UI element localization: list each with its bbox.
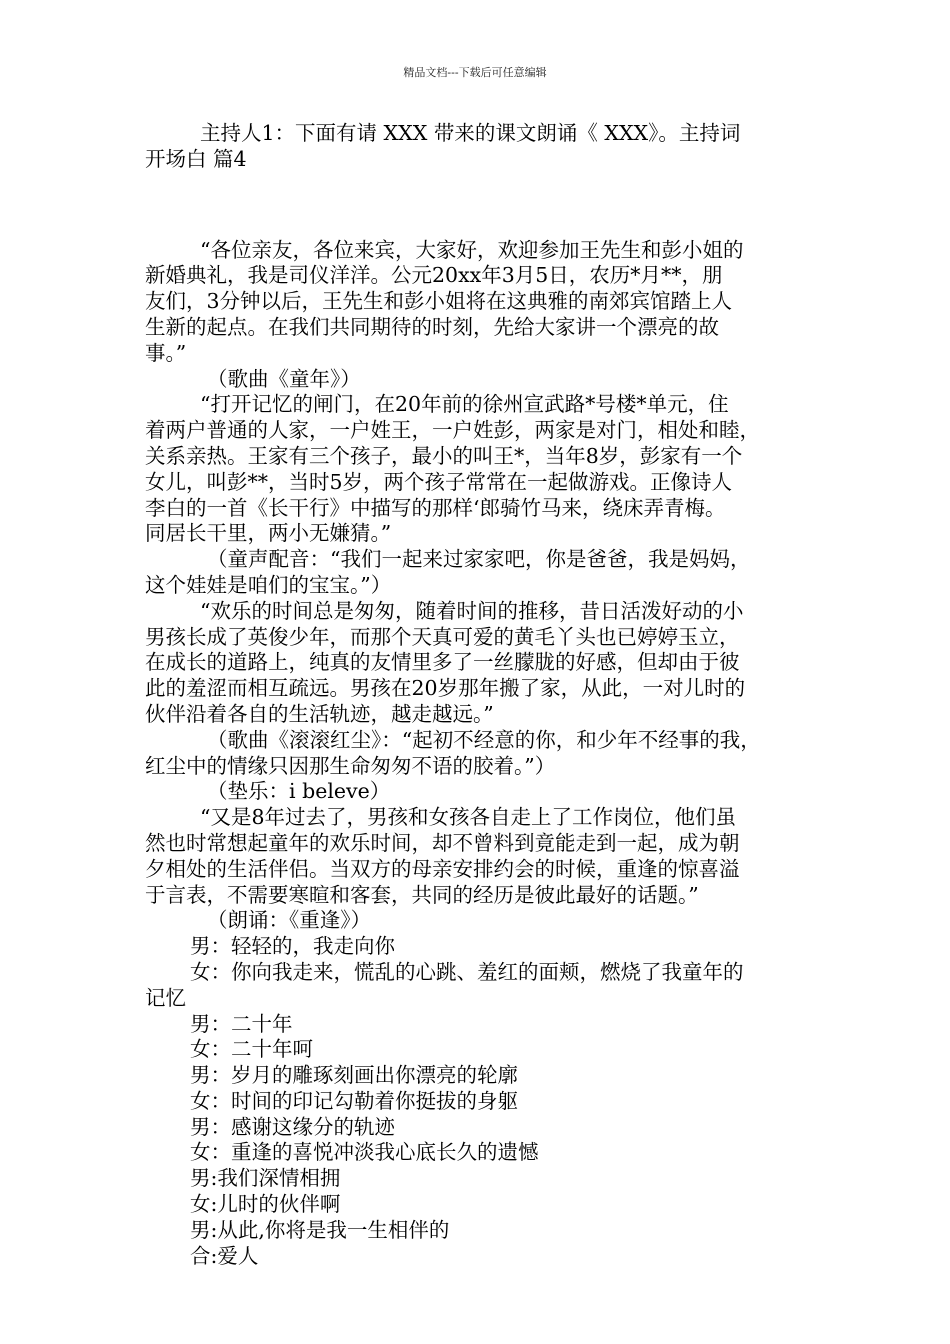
stage-direction: （垫乐：i beleve） bbox=[207, 779, 391, 804]
paragraph-line: 生新的起点。在我们共同期待的时刻，先给大家讲一个漂亮的故 bbox=[145, 314, 719, 339]
dialogue-line: 记忆 bbox=[145, 985, 186, 1010]
paragraph-line: “打开记忆的闸门，在20年前的徐州宣武路*号楼*单元，住 bbox=[200, 392, 729, 417]
paragraph-line: 于言表，不需要寒暄和客套，共同的经历是彼此最好的话题。” bbox=[145, 882, 699, 907]
paragraph-line: 事。” bbox=[145, 340, 187, 365]
dialogue-line: 男：岁月的雕琢刻画出你漂亮的轮廓 bbox=[190, 1063, 518, 1088]
dialogue-line: 女：时间的印记勾勒着你挺拔的身躯 bbox=[190, 1088, 518, 1113]
stage-direction: （朗诵：《重逢》） bbox=[207, 908, 371, 933]
paragraph-line: 伙伴沿着各自的生活轨迹，越走越远。” bbox=[145, 701, 494, 726]
paragraph-line: 夕相处的生活伴侣。当双方的母亲安排约会的时候，重逢的惊喜溢 bbox=[145, 856, 740, 881]
stage-direction: 红尘中的情缘只因那生命匆匆不语的胶着。”） bbox=[145, 753, 556, 778]
paragraph-line: 友们，3分钟以后，王先生和彭小姐将在这典雅的南郊宾馆踏上人 bbox=[145, 289, 733, 314]
paragraph-line: 新婚典礼，我是司仪洋洋。公元20xx年3月5日，农历*月**，朋 bbox=[145, 263, 723, 288]
paragraph-line: 女儿，叫彭**，当时5岁，两个孩子常常在一起做游戏。正像诗人 bbox=[145, 469, 733, 494]
dialogue-line: 女:儿时的伙伴啊 bbox=[190, 1192, 341, 1217]
paragraph-line: 然也时常想起童年的欢乐时间，却不曾料到竟能走到一起，成为朝 bbox=[145, 830, 740, 855]
stage-direction: （歌曲《滚滚红尘》：“起初不经意的你，和少年不经事的我， bbox=[207, 727, 761, 752]
stage-direction: （歌曲《童年》） bbox=[207, 366, 361, 391]
document-body bbox=[145, 121, 817, 1269]
dialogue-line: 女：你向我走来，慌乱的心跳、羞红的面颊，燃烧了我童年的 bbox=[190, 959, 744, 984]
dialogue-line: 合:爱人 bbox=[190, 1243, 259, 1268]
dialogue-line: 男：轻轻的，我走向你 bbox=[190, 934, 395, 959]
paragraph-line: 此的羞涩而相互疏远。男孩在20岁那年搬了家，从此，一对儿时的 bbox=[145, 676, 746, 701]
dialogue-line: 女：二十年呵 bbox=[190, 1037, 313, 1062]
dialogue-line: 女：重逢的喜悦冲淡我心底长久的遗憾 bbox=[190, 1140, 539, 1165]
paragraph-line: 着两户普通的人家，一户姓王，一户姓彭，两家是对门，相处和睦， bbox=[145, 418, 760, 443]
paragraph-line: 李白的一首《长干行》中描写的那样‘郎骑竹马来，绕床弄青梅。 bbox=[145, 495, 726, 520]
paragraph-line: 在成长的道路上，纯真的友情里多了一丝朦胧的好感，但却由于彼 bbox=[145, 650, 740, 675]
paragraph-line: “又是8年过去了，男孩和女孩各自走上了工作岗位，他们虽 bbox=[200, 805, 737, 830]
stage-direction: 这个娃娃是咱们的宝宝。”） bbox=[145, 572, 392, 597]
paragraph-line: 男孩长成了英俊少年，而那个天真可爱的黄毛丫头也已婷婷玉立， bbox=[145, 624, 740, 649]
stage-direction: （童声配音：“我们一起来过家家吧，你是爸爸，我是妈妈， bbox=[207, 547, 751, 572]
intro-line: 开场白 篇4 bbox=[145, 146, 247, 171]
paragraph-line: 同居长干里，两小无嫌猜。” bbox=[145, 521, 392, 546]
dialogue-line: 男：感谢这缘分的轨迹 bbox=[190, 1114, 395, 1139]
paragraph-line: “各位亲友，各位来宾，大家好，欢迎参加王先生和彭小姐的 bbox=[200, 237, 744, 262]
paragraph-line: “欢乐的时间总是匆匆，随着时间的推移，昔日活泼好动的小 bbox=[200, 598, 744, 623]
intro-line: 主持人1：下面有请 XXX 带来的课文朗诵《 XXX》。主持词 bbox=[200, 121, 741, 145]
dialogue-line: 男:我们深情相拥 bbox=[190, 1166, 341, 1191]
paragraph-line: 关系亲热。王家有三个孩子，最小的叫王*，当年8岁，彭家有一个 bbox=[145, 443, 743, 468]
page-header: 精品文档---下载后可任意编辑 bbox=[403, 66, 547, 79]
dialogue-line: 男：二十年 bbox=[190, 1011, 293, 1036]
spacer bbox=[145, 173, 817, 238]
dialogue-line: 男:从此,你将是我一生相伴的 bbox=[190, 1217, 450, 1242]
